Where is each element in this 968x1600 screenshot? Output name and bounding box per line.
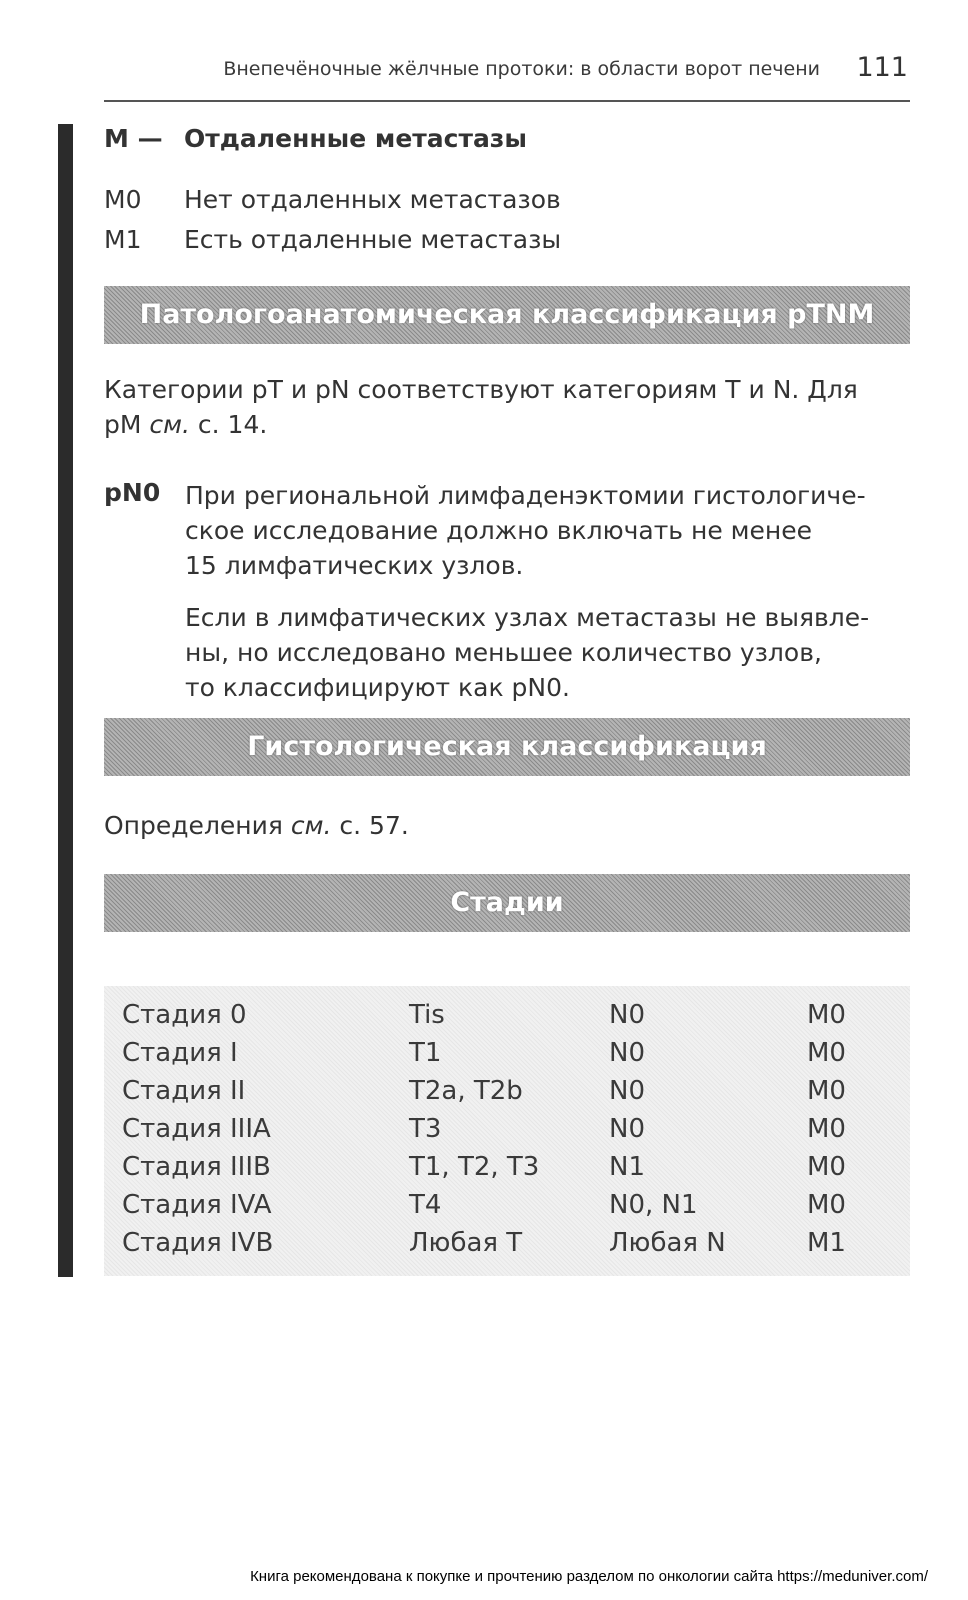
stage-name: Стадия I [122,1038,238,1068]
m-row-text: Нет отдаленных метастазов [184,185,561,214]
ptnm-intro-prefix: pM [104,410,150,439]
pn0-line: Если в лимфатических узлах метастазы не выявле- [185,603,870,632]
stage-row [104,1224,910,1262]
stage-t: T1, T2, T3 [409,1152,540,1182]
side-margin-bar [58,124,73,1277]
m-row-text: Есть отдаленные метастазы [184,225,562,254]
stage-n: N0 [609,1038,645,1068]
header-title: Внепечёночные жёлчные протоки: в области ворот печени [223,58,820,80]
histology-text [104,808,914,843]
m-section [104,124,910,260]
pn0-line: При региональной лимфаденэктомии гистологиче- [185,481,866,510]
stage-t: T4 [409,1190,442,1220]
stages-heading: Стадии [104,874,910,932]
ptnm-heading: Патологоанатомическая классификация pTNM [104,286,910,344]
stage-name: Стадия II [122,1076,246,1106]
pn0-line: ны, но исследовано меньшее количество узлов, [185,638,822,667]
stage-n: N0 [609,1114,645,1144]
histology-text-suffix: с. 57. [331,811,409,840]
ptnm-intro [104,372,914,442]
stage-name: Стадия IIIA [122,1114,271,1144]
ptnm-intro-line [104,407,914,442]
stage-t: T3 [409,1114,442,1144]
m-row [104,220,910,260]
stage-row [104,1110,910,1148]
running-header [104,52,910,102]
pn0-line: то классифицируют как pN0. [185,673,570,702]
footer-note: Книга рекомендована к покупке и прочтению разделом по онкологии сайта https://meduniver.com/ [250,1568,928,1585]
ptnm-intro-suffix: с. 14. [189,410,268,439]
histology-text-em: см. [290,811,332,840]
histology-heading: Гистологическая классификация [104,718,910,776]
stage-n: N0 [609,1076,645,1106]
pn0-line: ское исследование должно включать не менее [185,516,813,545]
stage-n: N0 [609,1000,645,1030]
stage-name: Стадия 0 [122,1000,247,1030]
stage-row [104,1186,910,1224]
stage-row [104,1148,910,1186]
stage-m: M0 [807,1152,846,1182]
pn0-paragraph-2 [185,600,885,705]
stage-row [104,1072,910,1110]
stage-row [104,1034,910,1072]
histology-text-prefix: Определения [104,811,291,840]
stage-m: M0 [807,1076,846,1106]
stage-n: N1 [609,1152,645,1182]
ptnm-intro-em: см. [149,410,190,439]
stage-t: T1 [409,1038,442,1068]
m-row-code: М0 [104,185,142,214]
page-number: 111 [856,52,908,83]
stage-name: Стадия IVB [122,1228,274,1258]
stage-m: M1 [807,1228,846,1258]
stage-m: M0 [807,1114,846,1144]
pn0-paragraph-1 [185,478,885,583]
stage-n: Любая N [609,1228,726,1258]
stage-m: M0 [807,1190,846,1220]
stage-m: M0 [807,1000,846,1030]
stage-t: Любая T [409,1228,523,1258]
m-section-title [104,124,910,164]
pn0-code: pN0 [104,478,161,507]
stage-t: T2a, T2b [409,1076,523,1106]
pn0-line: 15 лимфатических узлов. [185,551,524,580]
ptnm-intro-line: Категории pT и pN соответствуют категориям T и N. Для [104,375,858,404]
stage-t: Tis [409,1000,445,1030]
stage-row [104,996,910,1034]
stage-m: M0 [807,1038,846,1068]
stages-table [104,986,910,1276]
stage-n: N0, N1 [609,1190,698,1220]
m-section-code: М — [104,124,163,153]
stage-name: Стадия IIIB [122,1152,271,1182]
stage-name: Стадия IVA [122,1190,272,1220]
m-section-title-text: Отдаленные метастазы [184,124,527,153]
m-row-code: М1 [104,225,142,254]
m-row [104,180,910,220]
